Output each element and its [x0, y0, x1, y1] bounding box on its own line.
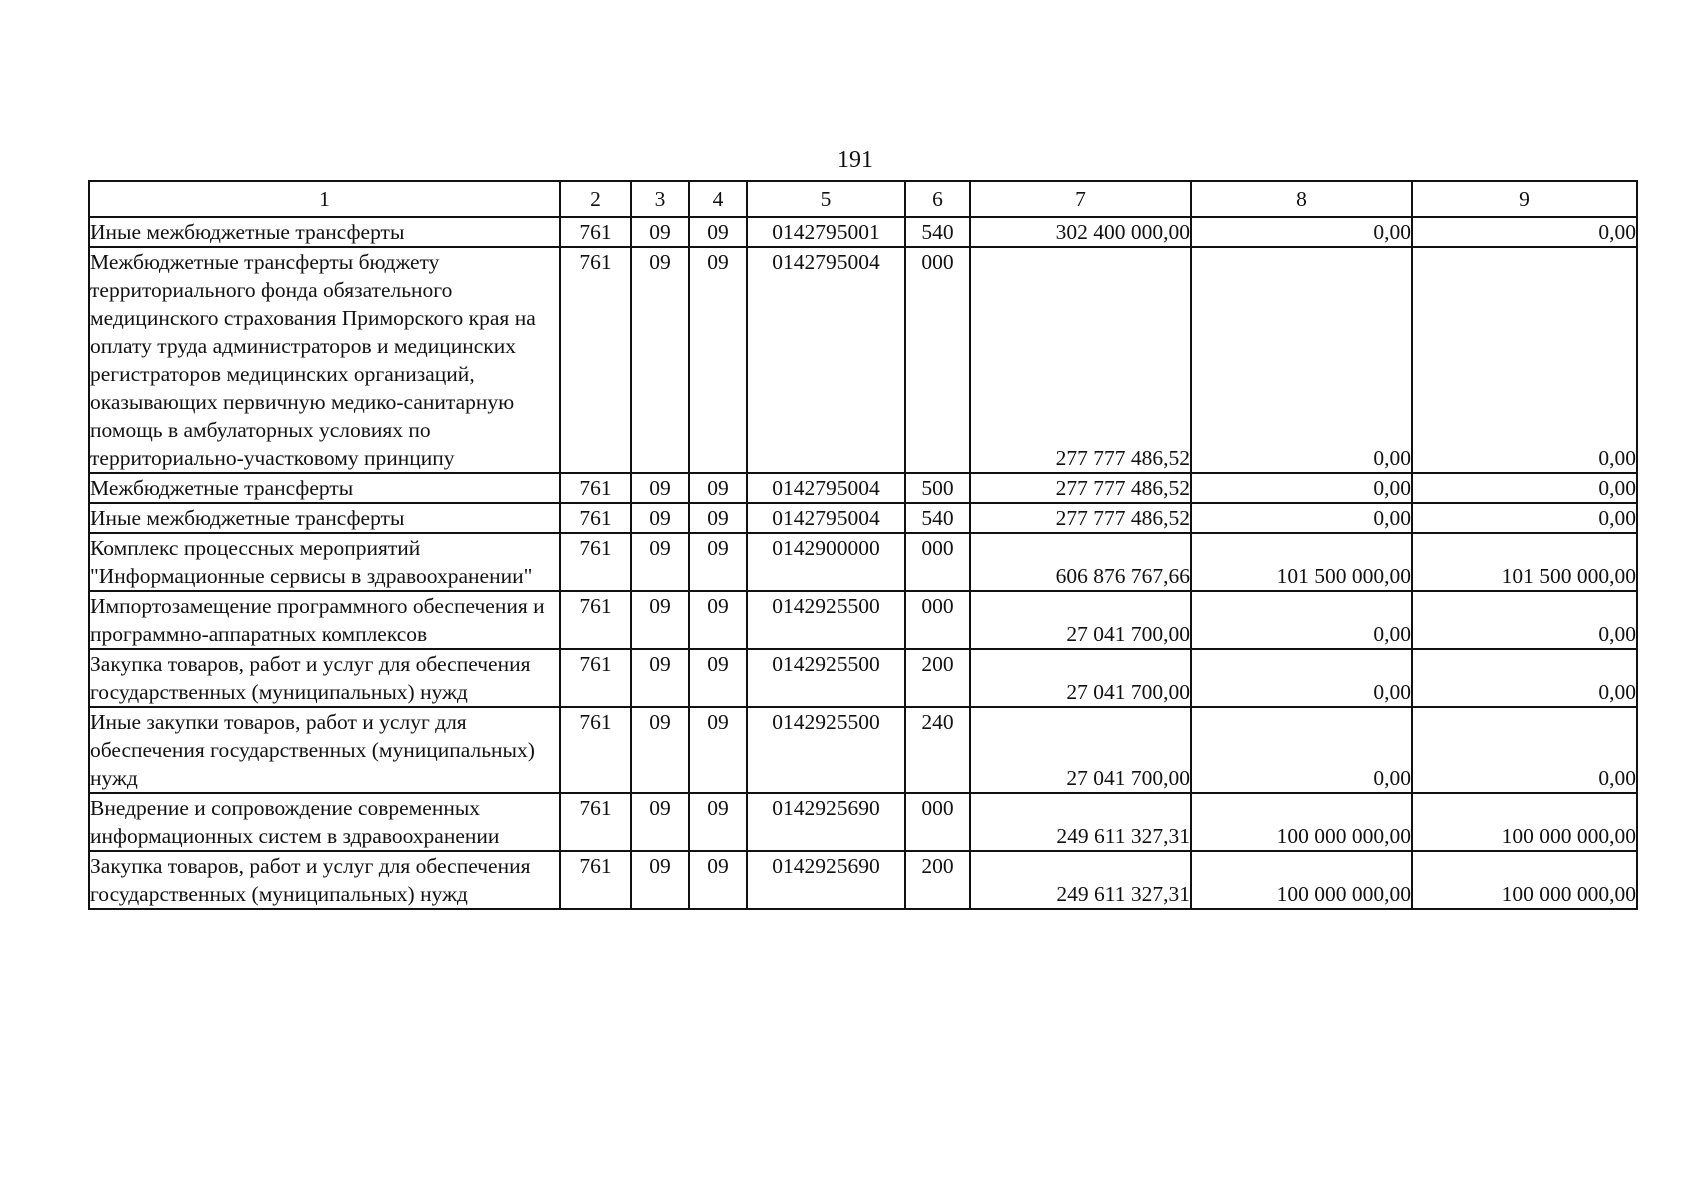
row-grbs: 761 — [560, 247, 631, 473]
row-amount-col8: 0,00 — [1191, 473, 1412, 503]
page-number: 191 — [837, 147, 873, 173]
row-grbs: 761 — [560, 503, 631, 533]
row-name: Иные закупки товаров, работ и услуг для обеспечения государственных (муниципальных) нужд — [89, 707, 560, 793]
row-expense-type: 000 — [905, 533, 970, 591]
row-grbs: 761 — [560, 707, 631, 793]
row-target-article: 0142925500 — [747, 591, 905, 649]
row-expense-type: 000 — [905, 591, 970, 649]
row-subsection: 09 — [689, 649, 747, 707]
row-name: Межбюджетные трансферты бюджету территориального фонда обязательного медицинского страхования Приморского края на оплату труда администраторов и медицинских регистраторов медицинских организаций, оказывающих первичную медико-санитарную помощь в амбулаторных условиях по территориально-участковому принципу — [89, 247, 560, 473]
table-row — [89, 591, 1637, 649]
row-subsection: 09 — [689, 533, 747, 591]
row-subsection: 09 — [689, 217, 747, 247]
row-amount-col9: 0,00 — [1412, 649, 1637, 707]
row-amount-col7: 249 611 327,31 — [970, 793, 1191, 851]
row-amount-col8: 0,00 — [1191, 247, 1412, 473]
row-grbs: 761 — [560, 217, 631, 247]
column-header-4: 4 — [689, 181, 747, 217]
table-row — [89, 473, 1637, 503]
table-row — [89, 503, 1637, 533]
row-section: 09 — [631, 649, 689, 707]
row-name: Комплекс процессных мероприятий "Информационные сервисы в здравоохранении" — [89, 533, 560, 591]
row-amount-col9: 101 500 000,00 — [1412, 533, 1637, 591]
table-row — [89, 247, 1637, 473]
column-header-5: 5 — [747, 181, 905, 217]
row-amount-col7: 277 777 486,52 — [970, 503, 1191, 533]
row-target-article: 0142795001 — [747, 217, 905, 247]
row-name: Внедрение и сопровождение современных информационных систем в здравоохранении — [89, 793, 560, 851]
row-amount-col7: 277 777 486,52 — [970, 247, 1191, 473]
row-expense-type: 540 — [905, 503, 970, 533]
table-row — [89, 217, 1637, 247]
row-amount-col9: 0,00 — [1412, 591, 1637, 649]
table-row — [89, 793, 1637, 851]
row-subsection: 09 — [689, 503, 747, 533]
row-section: 09 — [631, 473, 689, 503]
row-target-article: 0142925500 — [747, 707, 905, 793]
column-header-1: 1 — [89, 181, 560, 217]
row-section: 09 — [631, 217, 689, 247]
row-name: Закупка товаров, работ и услуг для обеспечения государственных (муниципальных) нужд — [89, 851, 560, 909]
row-subsection: 09 — [689, 707, 747, 793]
row-expense-type: 000 — [905, 247, 970, 473]
column-header-2: 2 — [560, 181, 631, 217]
row-amount-col9: 0,00 — [1412, 247, 1637, 473]
header-row — [89, 181, 1637, 217]
column-header-6: 6 — [905, 181, 970, 217]
row-section: 09 — [631, 533, 689, 591]
row-amount-col8: 101 500 000,00 — [1191, 533, 1412, 591]
row-section: 09 — [631, 793, 689, 851]
row-name: Межбюджетные трансферты — [89, 473, 560, 503]
row-expense-type: 540 — [905, 217, 970, 247]
row-subsection: 09 — [689, 473, 747, 503]
row-grbs: 761 — [560, 793, 631, 851]
row-subsection: 09 — [689, 247, 747, 473]
row-name: Импортозамещение программного обеспечения и программно-аппаратных комплексов — [89, 591, 560, 649]
row-grbs: 761 — [560, 533, 631, 591]
row-target-article: 0142795004 — [747, 247, 905, 473]
row-section: 09 — [631, 591, 689, 649]
column-header-3: 3 — [631, 181, 689, 217]
row-target-article: 0142795004 — [747, 503, 905, 533]
row-section: 09 — [631, 851, 689, 909]
row-amount-col7: 606 876 767,66 — [970, 533, 1191, 591]
row-amount-col8: 0,00 — [1191, 707, 1412, 793]
row-expense-type: 500 — [905, 473, 970, 503]
row-section: 09 — [631, 707, 689, 793]
row-amount-col8: 100 000 000,00 — [1191, 851, 1412, 909]
row-amount-col7: 249 611 327,31 — [970, 851, 1191, 909]
row-target-article: 0142925500 — [747, 649, 905, 707]
row-subsection: 09 — [689, 851, 747, 909]
row-expense-type: 200 — [905, 649, 970, 707]
budget-table — [88, 180, 1638, 910]
row-amount-col9: 0,00 — [1412, 473, 1637, 503]
column-header-8: 8 — [1191, 181, 1412, 217]
row-grbs: 761 — [560, 473, 631, 503]
row-target-article: 0142900000 — [747, 533, 905, 591]
row-expense-type: 000 — [905, 793, 970, 851]
row-amount-col7: 27 041 700,00 — [970, 591, 1191, 649]
row-grbs: 761 — [560, 851, 631, 909]
row-amount-col8: 100 000 000,00 — [1191, 793, 1412, 851]
row-amount-col7: 277 777 486,52 — [970, 473, 1191, 503]
row-amount-col8: 0,00 — [1191, 591, 1412, 649]
table-row — [89, 649, 1637, 707]
row-target-article: 0142925690 — [747, 793, 905, 851]
row-amount-col8: 0,00 — [1191, 217, 1412, 247]
row-grbs: 761 — [560, 649, 631, 707]
table-row — [89, 851, 1637, 909]
row-name: Закупка товаров, работ и услуг для обеспечения государственных (муниципальных) нужд — [89, 649, 560, 707]
column-header-7: 7 — [970, 181, 1191, 217]
row-section: 09 — [631, 247, 689, 473]
row-amount-col9: 100 000 000,00 — [1412, 851, 1637, 909]
row-amount-col9: 0,00 — [1412, 217, 1637, 247]
row-amount-col7: 27 041 700,00 — [970, 649, 1191, 707]
row-amount-col9: 0,00 — [1412, 503, 1637, 533]
row-name: Иные межбюджетные трансферты — [89, 217, 560, 247]
row-amount-col9: 0,00 — [1412, 707, 1637, 793]
row-target-article: 0142795004 — [747, 473, 905, 503]
row-section: 09 — [631, 503, 689, 533]
row-amount-col9: 100 000 000,00 — [1412, 793, 1637, 851]
row-expense-type: 200 — [905, 851, 970, 909]
column-header-9: 9 — [1412, 181, 1637, 217]
row-amount-col8: 0,00 — [1191, 649, 1412, 707]
row-target-article: 0142925690 — [747, 851, 905, 909]
row-name: Иные межбюджетные трансферты — [89, 503, 560, 533]
row-amount-col7: 27 041 700,00 — [970, 707, 1191, 793]
row-amount-col7: 302 400 000,00 — [970, 217, 1191, 247]
row-subsection: 09 — [689, 591, 747, 649]
table-row — [89, 707, 1637, 793]
row-grbs: 761 — [560, 591, 631, 649]
row-subsection: 09 — [689, 793, 747, 851]
table-row — [89, 533, 1637, 591]
row-amount-col8: 0,00 — [1191, 503, 1412, 533]
row-expense-type: 240 — [905, 707, 970, 793]
